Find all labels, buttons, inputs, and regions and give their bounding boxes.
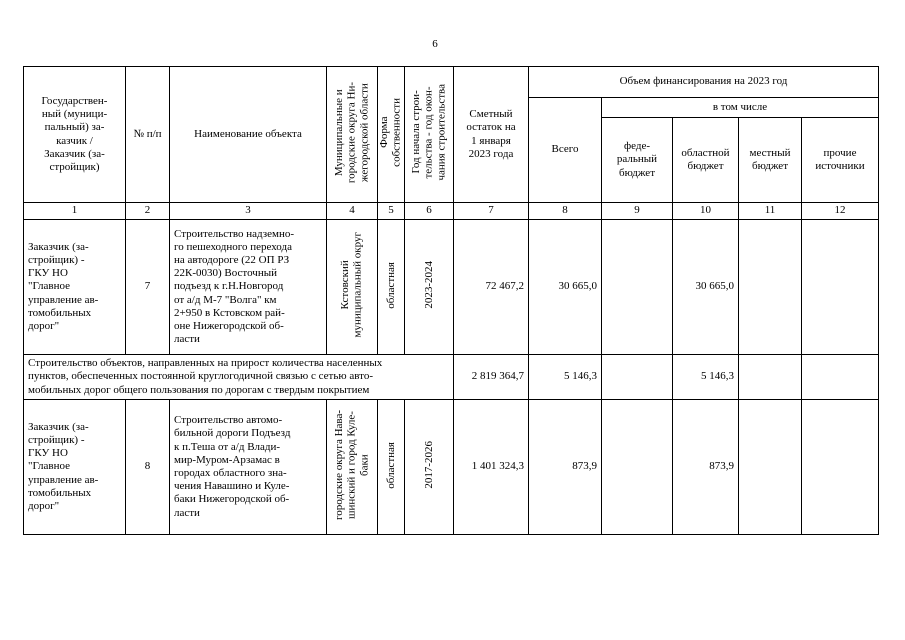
header-row <box>24 67 879 98</box>
years-cell <box>405 220 454 355</box>
header-financing: Объем финансирования на 2023 год <box>529 67 879 98</box>
federal-cell <box>602 400 673 535</box>
ownership-text: областная <box>384 261 397 309</box>
estimate-cell: 2 819 364,7 <box>454 355 529 400</box>
local-cell <box>739 400 802 535</box>
column-number: 5 <box>378 203 405 220</box>
column-number: 2 <box>126 203 170 220</box>
column-number: 4 <box>327 203 378 220</box>
municipality-cell <box>327 220 378 355</box>
customer-cell: Заказчик (за- стройщик) - ГКУ НО "Главное управление ав- томобильных дорог" <box>24 220 126 355</box>
column-number: 3 <box>170 203 327 220</box>
header-other: прочие источники <box>802 118 879 203</box>
estimate-cell: 1 401 324,3 <box>454 400 529 535</box>
years-text: 2023-2024 <box>422 261 435 309</box>
regional-cell: 30 665,0 <box>673 220 739 355</box>
column-number: 1 <box>24 203 126 220</box>
header-ownership: Форма собственности <box>378 98 403 167</box>
other-cell <box>802 355 879 400</box>
total-cell: 873,9 <box>529 400 602 535</box>
column-numbers-row <box>24 203 879 220</box>
regional-cell: 873,9 <box>673 400 739 535</box>
ownership-text: областная <box>384 441 397 489</box>
table-row-object-7 <box>24 220 879 355</box>
regional-cell: 5 146,3 <box>673 355 739 400</box>
section-row <box>24 355 879 400</box>
table-row-object-8 <box>24 400 879 535</box>
column-number: 8 <box>529 203 602 220</box>
ownership-cell <box>378 400 405 535</box>
header-number: № п/п <box>126 67 170 203</box>
customer-cell: Заказчик (за- стройщик) - ГКУ НО "Главное управление ав- томобильных дорог" <box>24 400 126 535</box>
municipality-text: городские округа Нава- шинский и город Куле- баки <box>333 409 371 520</box>
header-object-name: Наименование объекта <box>170 67 327 203</box>
header-total: Всего <box>529 98 602 203</box>
local-cell <box>739 355 802 400</box>
column-number: 10 <box>673 203 739 220</box>
ownership-cell <box>378 220 405 355</box>
municipality-text: Кстовский муниципальный округ <box>339 232 364 338</box>
years-text: 2017-2026 <box>422 441 435 489</box>
header-including: в том числе <box>602 98 879 118</box>
years-cell <box>405 400 454 535</box>
column-number: 9 <box>602 203 673 220</box>
column-number: 12 <box>802 203 879 220</box>
header-customer: Государствен- ный (муници- пальный) за- казчик / Заказчик (за- стройщик) <box>24 67 126 203</box>
total-cell: 5 146,3 <box>529 355 602 400</box>
page-number: 6 <box>432 38 438 50</box>
local-cell <box>739 220 802 355</box>
header-estimate: Сметный остаток на 1 января 2023 года <box>454 67 529 203</box>
row-number: 8 <box>126 400 170 535</box>
federal-cell <box>602 355 673 400</box>
object-name-cell: Строительство автомо- бильной дороги Подъезд к п.Теша от а/д Влади- мир-Муром-Арзамас в городах областного зна- чения Навашино и Куле- баки Нижегородской об- ласти <box>170 400 327 535</box>
row-number: 7 <box>126 220 170 355</box>
column-number: 7 <box>454 203 529 220</box>
header-local: местный бюджет <box>739 118 802 203</box>
other-cell <box>802 220 879 355</box>
header-years: Год начала строи- тельства - год окон- чания строительства <box>410 84 448 181</box>
header-municipality-cell <box>327 67 378 203</box>
federal-cell <box>602 220 673 355</box>
header-ownership-cell <box>378 67 405 203</box>
total-cell: 30 665,0 <box>529 220 602 355</box>
object-name-cell: Строительство надземно- го пешеходного перехода на автодороге (22 ОП РЗ 22К-0030) Восточный подъезд к г.Н.Новгород от а/д М-7 "Волга" км 2+950 в Кстовском рай- оне Нижегородской об- ласти <box>170 220 327 355</box>
financing-table <box>23 66 879 535</box>
other-cell <box>802 400 879 535</box>
column-number: 11 <box>739 203 802 220</box>
municipality-cell <box>327 400 378 535</box>
section-title: Строительство объектов, направленных на прирост количества населенных пунктов, обеспеченных постоянной круглогодичной связью с сетью авто- мобильных дорог общего пользования по дорогам с твердым покрытием <box>24 355 454 400</box>
header-municipality: Муниципальные и городские округа Ни- жегородской области <box>333 81 371 183</box>
column-number: 6 <box>405 203 454 220</box>
header-federal: феде- ральный бюджет <box>602 118 673 203</box>
header-regional: областной бюджет <box>673 118 739 203</box>
header-years-cell <box>405 67 454 203</box>
estimate-cell: 72 467,2 <box>454 220 529 355</box>
